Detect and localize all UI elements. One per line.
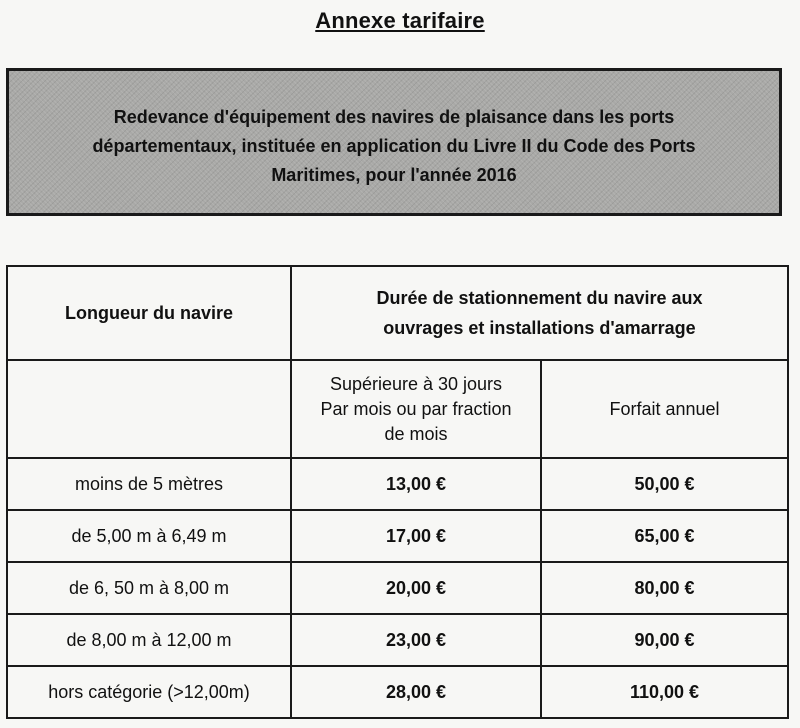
subject-box bbox=[6, 68, 782, 216]
length-cell: hors catégorie (>12,00m) bbox=[7, 666, 291, 718]
subheader-monthly-line: Par mois ou par fraction bbox=[320, 398, 512, 419]
subheader-empty-cell bbox=[7, 360, 291, 458]
table-row bbox=[7, 510, 788, 562]
subheader-annual-label: Forfait annuel bbox=[609, 398, 720, 419]
header-duration-line: ouvrages et installations d'amarrage bbox=[383, 318, 696, 338]
tariff-table bbox=[6, 265, 789, 719]
header-duration-cell bbox=[291, 266, 788, 360]
table-row bbox=[7, 614, 788, 666]
monthly-price-cell: 17,00 € bbox=[291, 510, 541, 562]
subheader-monthly-line: de mois bbox=[384, 423, 448, 444]
annual-price-cell: 110,00 € bbox=[541, 666, 788, 718]
header-duration-line: Durée de stationnement du navire aux bbox=[376, 288, 703, 308]
annual-price-cell: 80,00 € bbox=[541, 562, 788, 614]
length-cell: de 5,00 m à 6,49 m bbox=[7, 510, 291, 562]
table-row bbox=[7, 562, 788, 614]
table-subheader-row bbox=[7, 360, 788, 458]
subheader-annual-cell bbox=[541, 360, 788, 458]
subject-text bbox=[78, 95, 709, 190]
header-length-label: Longueur du navire bbox=[64, 303, 233, 323]
monthly-price-cell: 13,00 € bbox=[291, 458, 541, 510]
table-header-row bbox=[7, 266, 788, 360]
annual-price-cell: 50,00 € bbox=[541, 458, 788, 510]
subject-line: Maritimes, pour l'année 2016 bbox=[271, 164, 517, 185]
monthly-price-cell: 28,00 € bbox=[291, 666, 541, 718]
header-length-cell bbox=[7, 266, 291, 360]
subheader-monthly-line: Supérieure à 30 jours bbox=[329, 373, 503, 394]
annual-price-cell: 90,00 € bbox=[541, 614, 788, 666]
length-cell: de 8,00 m à 12,00 m bbox=[7, 614, 291, 666]
annual-price-cell: 65,00 € bbox=[541, 510, 788, 562]
table-row bbox=[7, 458, 788, 510]
subject-line: départementaux, instituée en application du Livre II du Code des Ports bbox=[92, 135, 696, 156]
monthly-price-cell: 23,00 € bbox=[291, 614, 541, 666]
monthly-price-cell: 20,00 € bbox=[291, 562, 541, 614]
page-title: Annexe tarifaire bbox=[315, 8, 485, 33]
length-cell: de 6, 50 m à 8,00 m bbox=[7, 562, 291, 614]
length-cell: moins de 5 mètres bbox=[7, 458, 291, 510]
subheader-monthly-cell bbox=[291, 360, 541, 458]
table-row bbox=[7, 666, 788, 718]
subject-line: Redevance d'équipement des navires de plaisance dans les ports bbox=[113, 106, 675, 127]
